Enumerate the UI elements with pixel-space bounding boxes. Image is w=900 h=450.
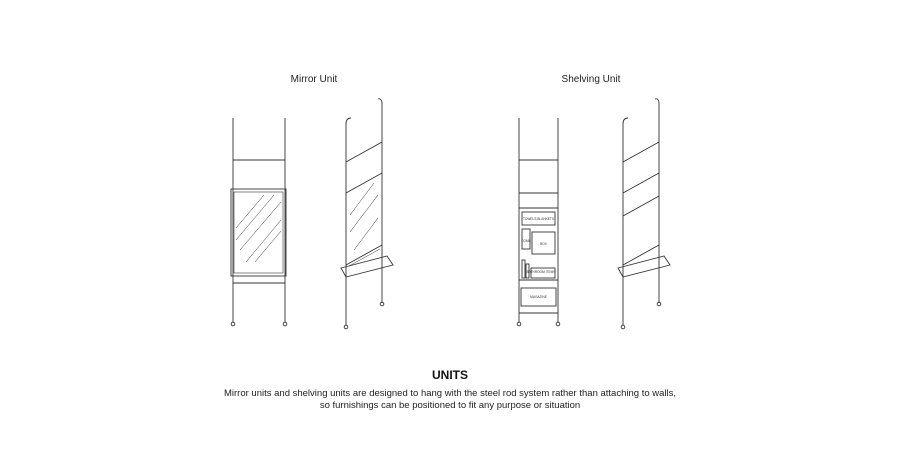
units-heading: UNITS xyxy=(432,368,468,382)
mirror-unit-front-view xyxy=(231,118,287,326)
units-description xyxy=(0,388,900,412)
units-description-line-2: so furnishings can be positioned to fit any purpose or situation xyxy=(319,400,581,411)
mirror-unit-title: Mirror Unit xyxy=(290,74,338,85)
shelf-label-top: TOWELS,BLANKETS xyxy=(523,217,554,221)
shelf-label-box: BOX xyxy=(540,242,547,246)
shelving-unit-title: Shelving Unit xyxy=(561,74,621,85)
mirror-side-shelf xyxy=(341,256,393,277)
units-description-line-1: Mirror units and shelving units are designed to hang with the steel rod system rather than attaching to walls, xyxy=(223,388,677,399)
mirror-reflection-lines xyxy=(236,195,281,262)
mirror-panel-front xyxy=(231,189,286,276)
shelving-side-shelf xyxy=(618,256,670,277)
mirror-unit-side-view xyxy=(341,99,393,329)
shelf-label-bottom: MAGAZINE xyxy=(530,295,547,299)
shelving-unit-side-view xyxy=(618,99,670,329)
shelf-label-comb: COMB xyxy=(521,239,531,243)
shelf-label-middle: BATHROOM ITEMS xyxy=(526,270,556,274)
